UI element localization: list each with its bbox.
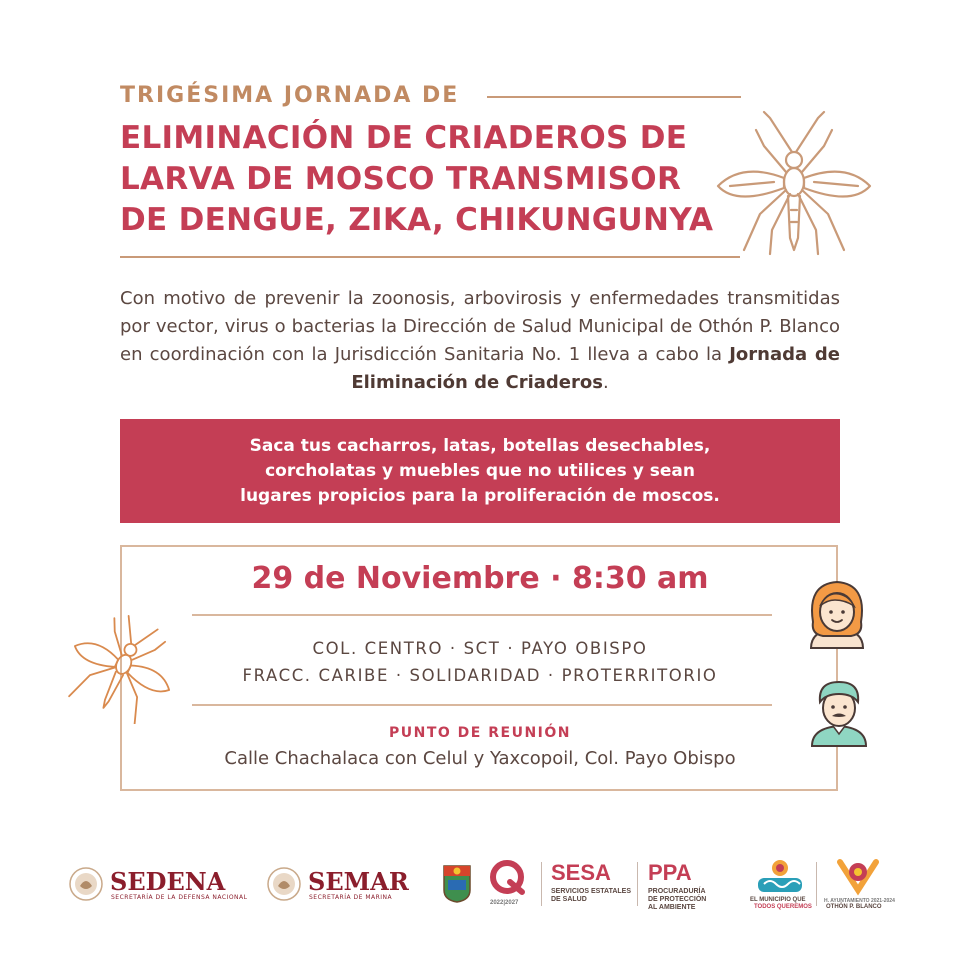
municipio-text-2: TODOS QUEREMOS — [754, 904, 812, 910]
title-line-1: ELIMINACIÓN DE CRIADEROS DE — [120, 120, 688, 156]
sedena-subtext: SECRETARÍA DE LA DEFENSA NACIONAL — [111, 894, 248, 901]
ayuntamiento-text-2: OTHÓN P. BLANCO — [826, 904, 882, 910]
mexico-seal-icon — [68, 866, 104, 902]
man-avatar-icon — [808, 676, 870, 748]
title-line-2: LARVA DE MOSCO TRANSMISOR — [120, 161, 682, 197]
ppa-subtext-2: DE PROTECCIÓN — [648, 896, 707, 903]
banner-line-2: corcholatas y muebles que no utilices y sean — [265, 460, 695, 481]
banner-line-3: lugares propicios para la proliferación de moscos. — [240, 485, 720, 506]
mosquito-icon — [712, 110, 876, 260]
sedena-logo — [68, 866, 248, 902]
kicker-divider — [487, 96, 741, 98]
state-shield-icon — [442, 862, 472, 904]
intro-bold-text: Jornada de Eliminación de Criaderos — [351, 344, 840, 393]
ayuntamiento-text-1: H. AYUNTAMIENTO 2021-2024 — [824, 898, 895, 904]
sesa-text: SESA — [551, 860, 611, 885]
mosquito-left-icon — [66, 612, 178, 724]
event-divider-bottom — [192, 704, 772, 706]
ppa-text: PPA — [648, 860, 692, 885]
call-to-action-banner — [120, 419, 840, 523]
meeting-point-address: Calle Chachalaca con Celul y Yaxcopoil, Col. Payo Obispo — [224, 748, 736, 769]
ppa-logo — [648, 860, 728, 912]
municipio-text-1: EL MUNICIPIO QUE — [750, 897, 806, 903]
ayuntamiento-logo — [822, 856, 894, 912]
sesa-logo — [551, 860, 631, 908]
page-title — [120, 118, 740, 241]
event-places-line-1: COL. CENTRO · SCT · PAYO OBISPO — [312, 639, 648, 658]
intro-text: Con motivo de prevenir la zoonosis, arbovirosis y enfermedades transmitidas por vector, virus o bacterias la Dirección de Salud Municipal de Othón P. Blanco en coordinación con la Jurisdicción Sanitaria No. 1 lleva a cabo la — [120, 288, 840, 365]
event-divider-top — [192, 614, 772, 616]
q-logo-icon — [488, 858, 526, 896]
municipio-icon — [756, 856, 804, 896]
kicker-text: TRIGÉSIMA JORNADA DE — [120, 83, 460, 108]
semar-subtext: SECRETARÍA DE MARINA — [309, 894, 393, 901]
ppa-subtext-1: PROCURADURÍA — [648, 888, 706, 895]
title-divider — [120, 256, 740, 258]
ppa-subtext-3: AL AMBIENTE — [648, 904, 696, 911]
quintana-roo-logo — [484, 858, 530, 908]
logo-divider — [637, 862, 638, 906]
semar-text: SEMAR — [308, 867, 409, 896]
logo-divider — [816, 862, 817, 906]
ayuntamiento-icon — [836, 856, 880, 896]
meeting-point-label: PUNTO DE REUNIÓN — [389, 725, 571, 741]
title-line-3: DE DENGUE, ZIKA, CHIKUNGUNYA — [120, 202, 714, 238]
sesa-subtext-1: SERVICIOS ESTATALES — [551, 888, 631, 895]
intro-end: . — [602, 372, 609, 393]
banner-text — [200, 434, 760, 509]
event-places-line-2: FRACC. CARIBE · SOLIDARIDAD · PROTERRITORIO — [242, 666, 718, 685]
q-logo-years: 2022|2027 — [490, 900, 519, 906]
municipio-logo — [750, 856, 810, 912]
sesa-subtext-2: DE SALUD — [551, 896, 587, 903]
intro-paragraph — [120, 285, 840, 397]
event-date-time: 29 de Noviembre · 8:30 am — [251, 561, 709, 596]
sedena-text: SEDENA — [110, 867, 226, 896]
logo-divider — [541, 862, 542, 906]
mexico-seal-icon — [266, 866, 302, 902]
semar-logo — [266, 866, 416, 902]
banner-line-1: Saca tus cacharros, latas, botellas desechables, — [249, 435, 711, 456]
woman-avatar-icon — [805, 578, 869, 652]
